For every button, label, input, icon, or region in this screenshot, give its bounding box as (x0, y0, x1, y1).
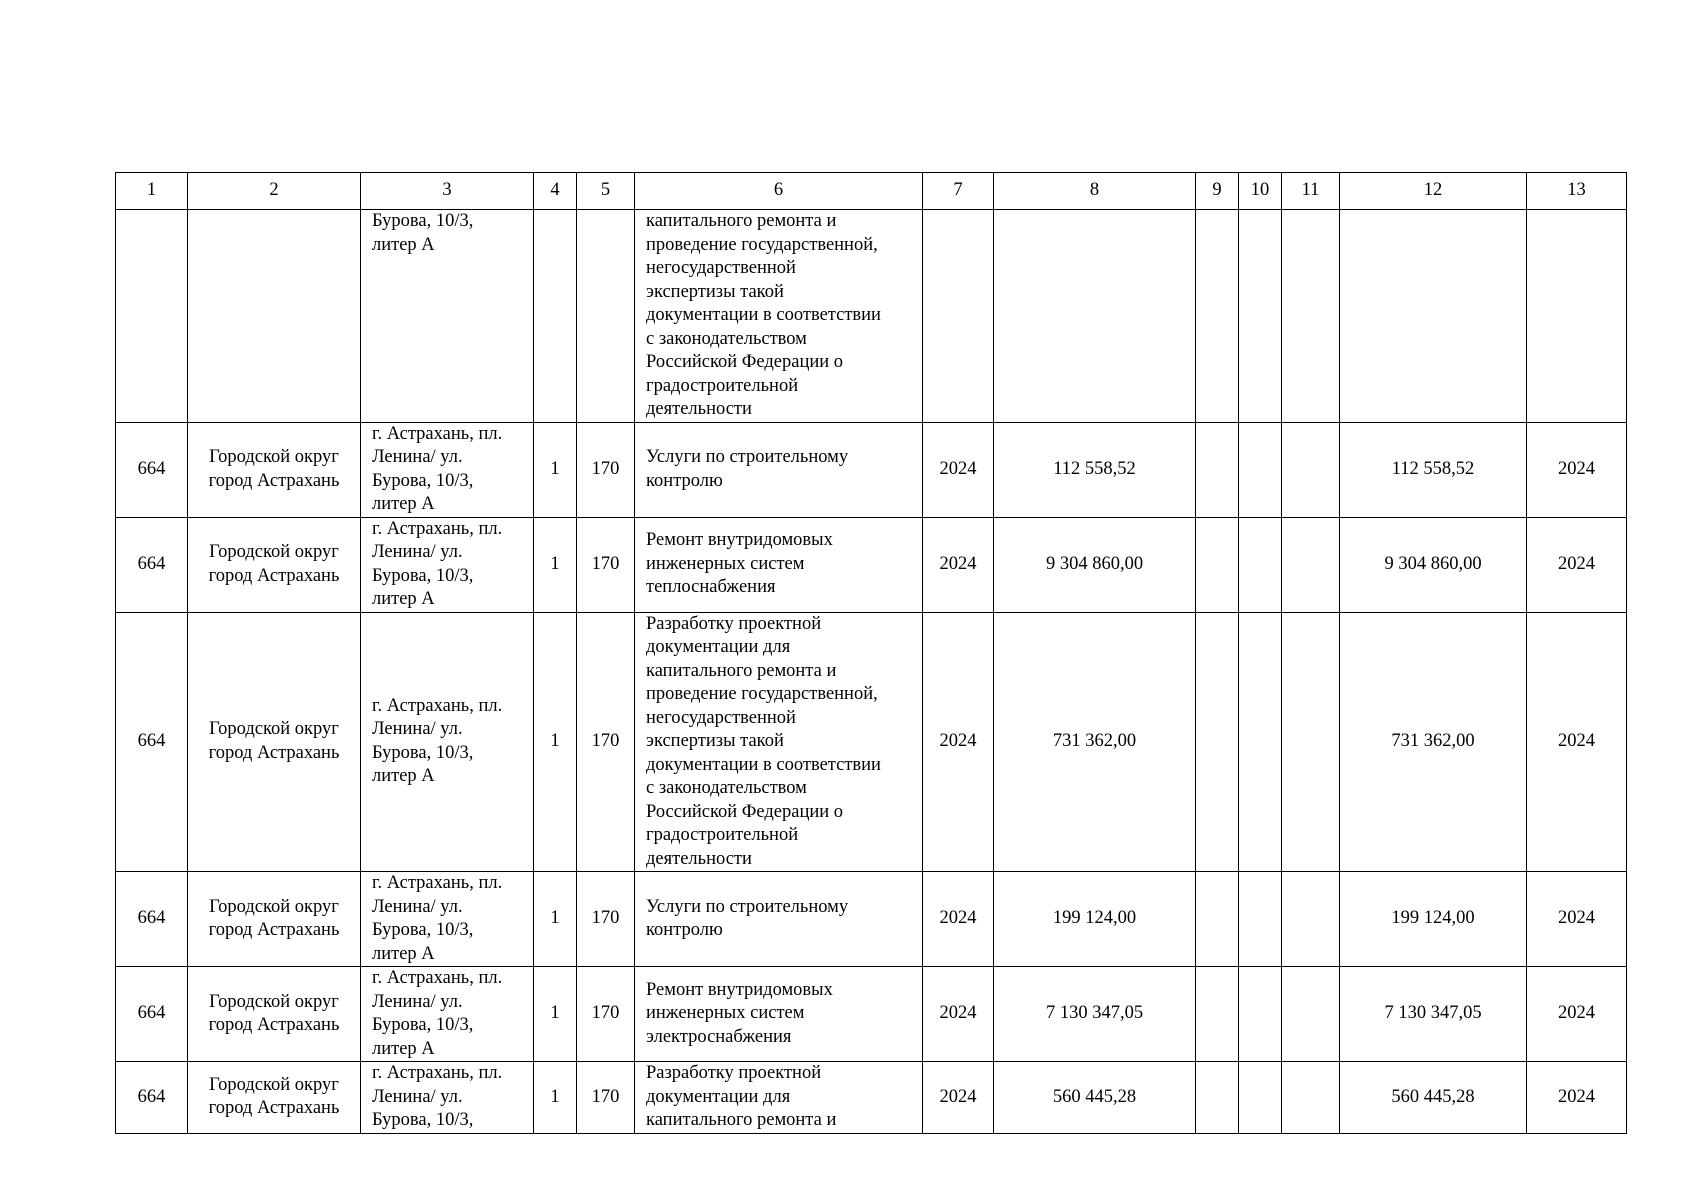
cell-c12: 9 304 860,00 (1340, 517, 1527, 612)
cell-c11 (1282, 517, 1340, 612)
cell-address: г. Астрахань, пл. Ленина/ ул. Бурова, 10/3, литер А (361, 872, 534, 967)
cell-c11 (1282, 1062, 1340, 1134)
cell-c4: 1 (534, 517, 577, 612)
cell-municipality: Городской округ город Астрахань (188, 612, 361, 872)
cell-c13: 2024 (1527, 1062, 1627, 1134)
cell-year: 2024 (923, 422, 994, 517)
column-number: 4 (534, 173, 577, 210)
cell-cost: 7 130 347,05 (994, 967, 1196, 1062)
table-row (116, 872, 1627, 967)
column-number: 3 (361, 173, 534, 210)
cell-cost: 9 304 860,00 (994, 517, 1196, 612)
cell-c11 (1282, 967, 1340, 1062)
table-row (116, 612, 1627, 872)
cell-c5: 170 (577, 517, 635, 612)
cell-c10 (1239, 422, 1282, 517)
cell-c9 (1196, 872, 1239, 967)
column-number: 13 (1527, 173, 1627, 210)
table-row (116, 1062, 1627, 1134)
cell-c9 (1196, 612, 1239, 872)
continuation-row (116, 210, 1627, 423)
column-number: 2 (188, 173, 361, 210)
cell-c5: 170 (577, 612, 635, 872)
cell-code: 664 (116, 1062, 188, 1134)
cell-c5: 170 (577, 872, 635, 967)
cell-c10 (1239, 517, 1282, 612)
cell-c11 (1282, 872, 1340, 967)
column-number: 12 (1340, 173, 1527, 210)
cell-c13: 2024 (1527, 872, 1627, 967)
cell-work: Разработку проектной документации для капитального ремонта и (635, 1062, 923, 1134)
cell-work: Услуги по строительному контролю (635, 422, 923, 517)
cell-c4: 1 (534, 1062, 577, 1134)
cell-c4: 1 (534, 967, 577, 1062)
cell-c4: 1 (534, 422, 577, 517)
cell-c12: 199 124,00 (1340, 872, 1527, 967)
column-number: 9 (1196, 173, 1239, 210)
table-row (116, 422, 1627, 517)
cell-address: г. Астрахань, пл. Ленина/ ул. Бурова, 10/3, литер А (361, 967, 534, 1062)
cell-code: 664 (116, 872, 188, 967)
table-row (116, 517, 1627, 612)
cell-code: 664 (116, 967, 188, 1062)
cell-c11 (1282, 612, 1340, 872)
cell-cost: 731 362,00 (994, 612, 1196, 872)
cell-c13 (1527, 210, 1627, 423)
table-row (116, 967, 1627, 1062)
cell-c5: 170 (577, 422, 635, 517)
column-number: 11 (1282, 173, 1340, 210)
cell-c12: 7 130 347,05 (1340, 967, 1527, 1062)
cell-c13: 2024 (1527, 967, 1627, 1062)
cell-c4: 1 (534, 612, 577, 872)
column-number: 10 (1239, 173, 1282, 210)
cell-c9 (1196, 210, 1239, 423)
cell-year (923, 210, 994, 423)
cell-c4: 1 (534, 872, 577, 967)
cell-c5: 170 (577, 1062, 635, 1134)
cell-c12 (1340, 210, 1527, 423)
cell-year: 2024 (923, 517, 994, 612)
cell-address: г. Астрахань, пл. Ленина/ ул. Бурова, 10/3, литер А (361, 422, 534, 517)
cell-c12: 560 445,28 (1340, 1062, 1527, 1134)
cell-c12: 112 558,52 (1340, 422, 1527, 517)
cell-c10 (1239, 872, 1282, 967)
cell-municipality: Городской округ город Астрахань (188, 422, 361, 517)
column-number: 8 (994, 173, 1196, 210)
cell-c11 (1282, 422, 1340, 517)
column-number: 5 (577, 173, 635, 210)
cell-code: 664 (116, 612, 188, 872)
cell-c5 (577, 210, 635, 423)
cell-work: Разработку проектной документации для капитального ремонта и проведение государственной, негосударственной экспертизы такой документации в соответствии с законодательством Российской Федерации о градостроительной деятельности (635, 612, 923, 872)
cell-cost (994, 210, 1196, 423)
cell-municipality: Городской округ город Астрахань (188, 1062, 361, 1134)
works-table (115, 172, 1627, 1134)
cell-municipality: Городской округ город Астрахань (188, 872, 361, 967)
cell-address: г. Астрахань, пл. Ленина/ ул. Бурова, 10/3, литер А (361, 517, 534, 612)
cell-year: 2024 (923, 612, 994, 872)
cell-c5: 170 (577, 967, 635, 1062)
cell-c10 (1239, 967, 1282, 1062)
cell-work: Ремонт внутридомовых инженерных систем теплоснабжения (635, 517, 923, 612)
cell-c12: 731 362,00 (1340, 612, 1527, 872)
cell-work: Ремонт внутридомовых инженерных систем электроснабжения (635, 967, 923, 1062)
cell-year: 2024 (923, 1062, 994, 1134)
cell-c9 (1196, 967, 1239, 1062)
column-number: 1 (116, 173, 188, 210)
cell-year: 2024 (923, 967, 994, 1062)
cell-municipality: Городской округ город Астрахань (188, 517, 361, 612)
cell-address: Бурова, 10/3, литер А (361, 210, 534, 423)
cell-c10 (1239, 612, 1282, 872)
cell-year: 2024 (923, 872, 994, 967)
cell-c11 (1282, 210, 1340, 423)
column-number: 7 (923, 173, 994, 210)
cell-c13: 2024 (1527, 517, 1627, 612)
cell-c9 (1196, 1062, 1239, 1134)
cell-c4 (534, 210, 577, 423)
cell-address: г. Астрахань, пл. Ленина/ ул. Бурова, 10/3, литер А (361, 612, 534, 872)
cell-code (116, 210, 188, 423)
cell-work: капитального ремонта и проведение государственной, негосударственной экспертизы такой документации в соответствии с законодательством Российской Федерации о градостроительной деятельности (635, 210, 923, 423)
cell-c9 (1196, 422, 1239, 517)
cell-cost: 560 445,28 (994, 1062, 1196, 1134)
cell-municipality: Городской округ город Астрахань (188, 967, 361, 1062)
cell-code: 664 (116, 422, 188, 517)
column-number: 6 (635, 173, 923, 210)
cell-municipality (188, 210, 361, 423)
cell-c9 (1196, 517, 1239, 612)
cell-cost: 199 124,00 (994, 872, 1196, 967)
cell-work: Услуги по строительному контролю (635, 872, 923, 967)
cell-c13: 2024 (1527, 612, 1627, 872)
cell-cost: 112 558,52 (994, 422, 1196, 517)
column-number-row (116, 173, 1627, 210)
cell-code: 664 (116, 517, 188, 612)
cell-c10 (1239, 1062, 1282, 1134)
cell-c13: 2024 (1527, 422, 1627, 517)
cell-c10 (1239, 210, 1282, 423)
cell-address: г. Астрахань, пл. Ленина/ ул. Бурова, 10/3, (361, 1062, 534, 1134)
